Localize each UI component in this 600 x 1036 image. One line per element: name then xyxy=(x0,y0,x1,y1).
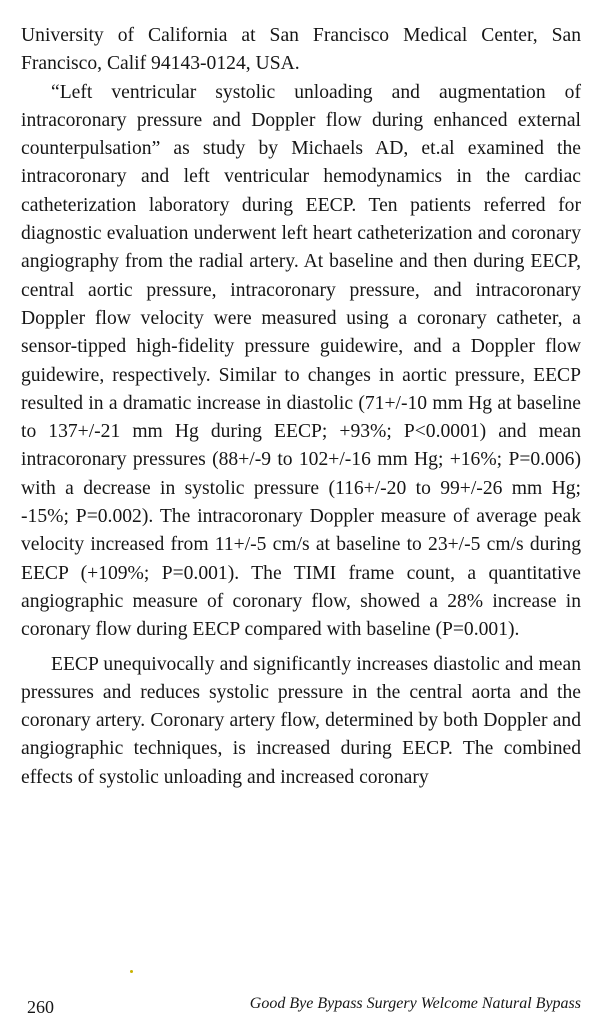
conclusion-paragraph: EECP unequivocally and significantly increases diastolic and mean pressures and reduces systolic pressure in the central aorta and the coronary artery. Coronary artery flow, determined by both Doppler and angiographic techniques, is increased during EECP. The combined effects of systolic unloading and increased coronary xyxy=(21,653,581,788)
print-speck xyxy=(130,970,133,973)
study-summary-paragraph: “Left ventricular systolic unloading and augmentation of intracoronary pressure and Doppler flow during enhanced external counterpulsation” as study by Michaels AD, et.al examined the intracoronary and left ventricular hemodynamics in the cardiac catheterization laboratory during EECP. Ten patients referred for diagnostic evaluation underwent left heart catheterization and coronary angiography from the radial artery. At baseline and then during EECP, central aortic pressure, intracoronary pressure, and intracoronary Doppler flow velocity were measured using a coronary catheter, a sensor-tipped high-fidelity pressure guidewire, and a Doppler flow guidewire, respectively. Similar to changes in aortic pressure, EECP resulted in a dramatic increase in diastolic (71+/-10 mm Hg at baseline to 137+/-21 mm Hg during EECP; +93%; P<0.0001) and mean intracoronary pressures (88+/-9 to 102+/-16 mm Hg; +16%; P=0.006) with a decrease in systolic pressure (116+/-20 to 99+/-26 mm Hg; -15%; P=0.002). The intracoronary Doppler measure of average peak velocity increased from 11+/-5 cm/s at baseline to 23+/-5 cm/s during EECP (+109%; P=0.001). The TIMI frame count, a quantitative angiographic measure of coronary flow, showed a 28% increase in coronary flow during EECP compared with baseline (P=0.001). xyxy=(21,81,581,641)
page-footer xyxy=(27,995,581,1025)
page-body xyxy=(21,22,581,792)
page-number: 260 xyxy=(27,997,54,1017)
running-title: Good Bye Bypass Surgery Welcome Natural Bypass xyxy=(249,995,581,1012)
affiliation-text: University of California at San Francisco Medical Center, San Francisco, Calif 94143-0124, USA. xyxy=(21,25,581,75)
